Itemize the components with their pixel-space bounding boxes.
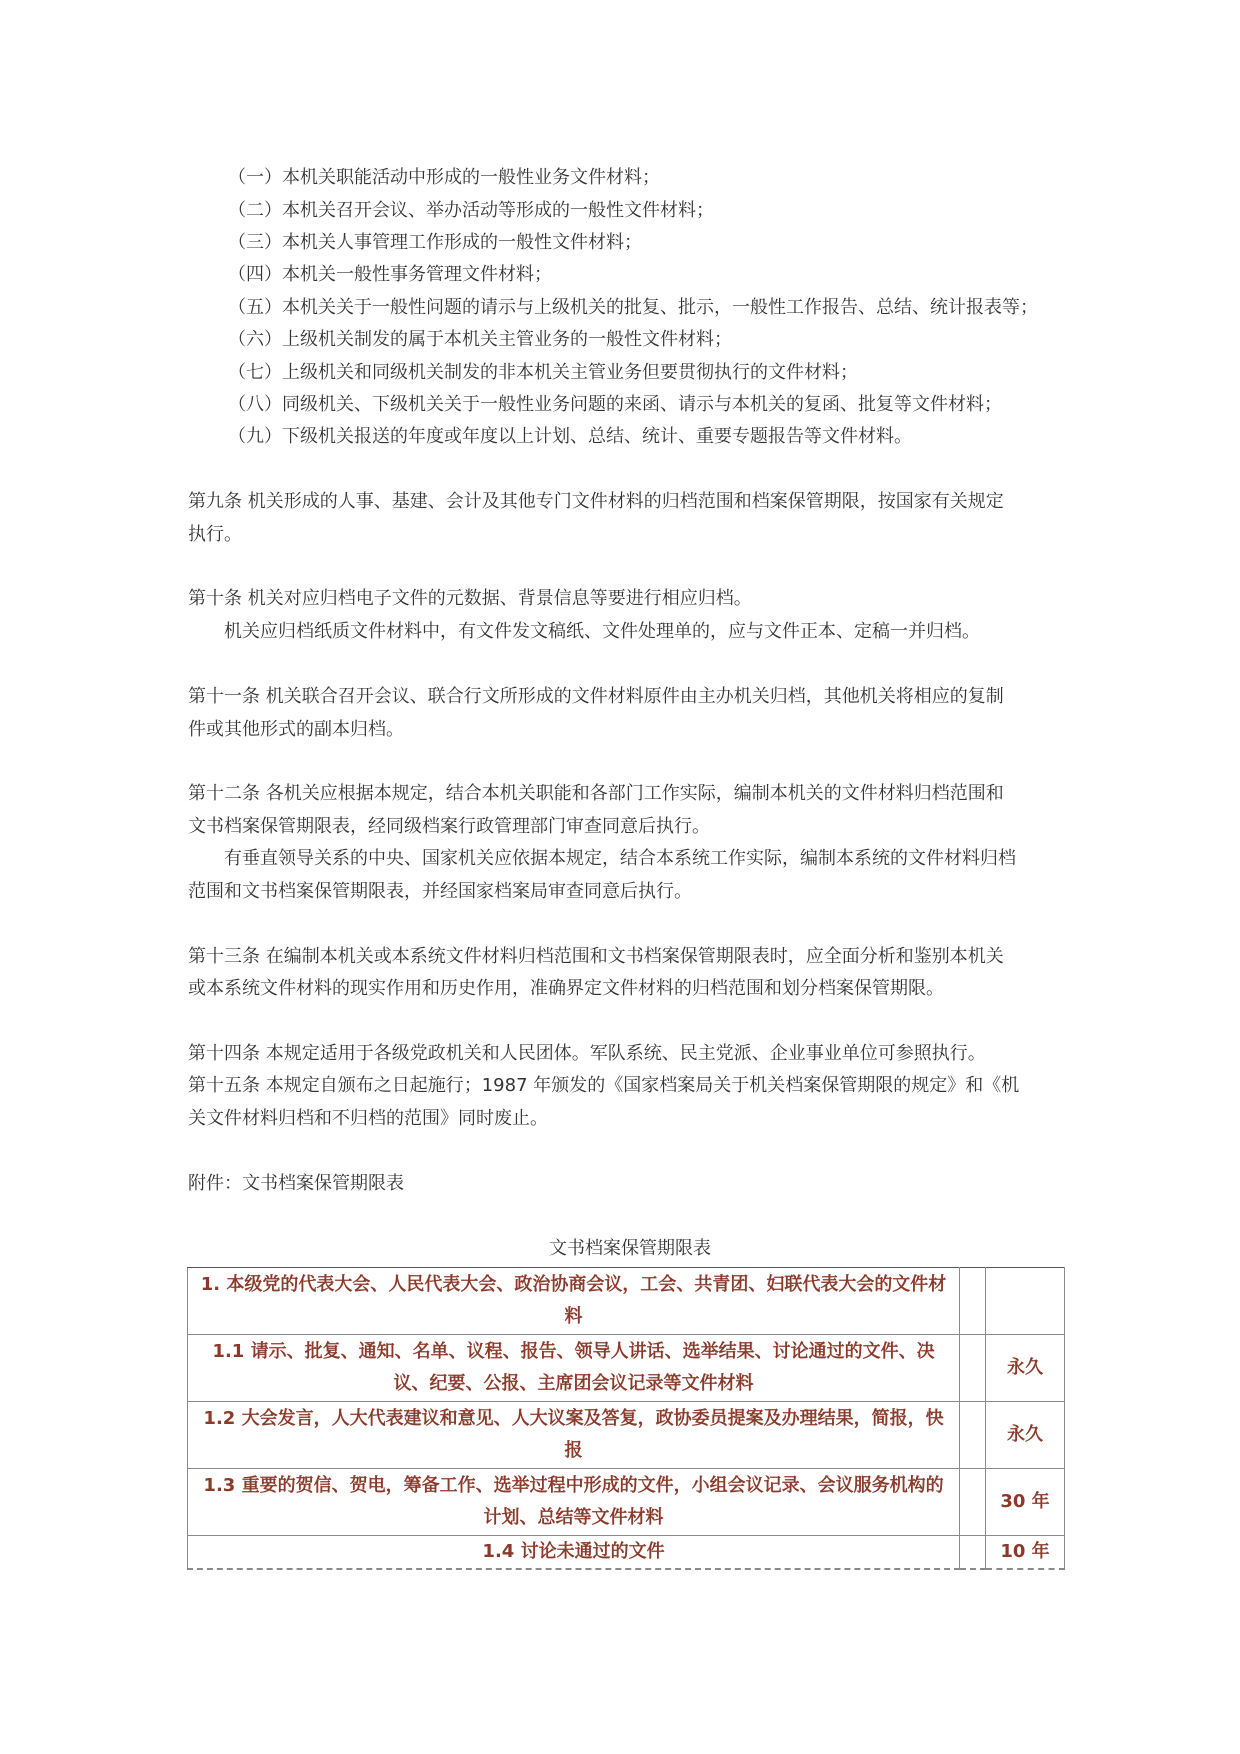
list-item: （五）本机关关于一般性问题的请示与上级机关的批复、批示，一般性工作报告、总结、统计报表等； <box>228 297 1038 318</box>
table-row <box>188 1268 1065 1335</box>
spacer-cell <box>960 1536 986 1570</box>
article-15-line: 关文件材料归档和不归档的范围》同时废止。 <box>188 1108 548 1129</box>
article-11-line: 件或其他形式的副本归档。 <box>188 719 404 740</box>
list-item: （八）同级机关、下级机关关于一般性业务问题的来函、请示与本机关的复函、批复等文件材料； <box>228 394 1002 415</box>
term-cell: 永久 <box>986 1335 1065 1402</box>
spacer-cell <box>960 1469 986 1536</box>
article-13-line: 或本系统文件材料的现实作用和历史作用，准确界定文件材料的归档范围和划分档案保管期限。 <box>188 978 944 999</box>
article-14-line: 第十四条 本规定适用于各级党政机关和人民团体。军队系统、民主党派、企业事业单位可参照执行。 <box>188 1043 986 1064</box>
retention-table <box>187 1267 1065 1570</box>
list-item: （二）本机关召开会议、举办活动等形成的一般性文件材料； <box>228 200 714 221</box>
category-cell: 1.4 讨论未通过的文件 <box>188 1536 960 1570</box>
article-10-line: 第十条 机关对应归档电子文件的元数据、背景信息等要进行相应归档。 <box>188 588 752 609</box>
term-cell: 永久 <box>986 1402 1065 1469</box>
term-cell: 30 年 <box>986 1469 1065 1536</box>
article-12-line: 范围和文书档案保管期限表，并经国家档案局审查同意后执行。 <box>188 881 692 902</box>
list-item: （九）下级机关报送的年度或年度以上计划、总结、统计、重要专题报告等文件材料。 <box>228 426 912 447</box>
article-12-line: 文书档案保管期限表，经同级档案行政管理部门审查同意后执行。 <box>188 816 710 837</box>
article-9-line: 第九条 机关形成的人事、基建、会计及其他专门文件材料的归档范围和档案保管期限，按国家有关规定 <box>188 491 1004 512</box>
term-cell: 10 年 <box>986 1536 1065 1570</box>
article-13-line: 第十三条 在编制本机关或本系统文件材料归档范围和文书档案保管期限表时，应全面分析和鉴别本机关 <box>188 946 1004 967</box>
list-item: （六）上级机关制发的属于本机关主管业务的一般性文件材料； <box>228 329 732 350</box>
term-cell <box>986 1268 1065 1335</box>
attachment-label: 附件：文书档案保管期限表 <box>188 1173 404 1194</box>
category-cell: 1.2 大会发言，人大代表建议和意见、人大议案及答复，政协委员提案及办理结果，简报，快 报 <box>188 1402 960 1469</box>
article-12-line: 第十二条 各机关应根据本规定，结合本机关职能和各部门工作实际，编制本机关的文件材料归档范围和 <box>188 783 1004 804</box>
list-item: （四）本机关一般性事务管理文件材料； <box>228 264 552 285</box>
spacer-cell <box>960 1268 986 1335</box>
list-item: （一）本机关职能活动中形成的一般性业务文件材料； <box>228 167 660 188</box>
spacer-cell <box>960 1335 986 1402</box>
table-row <box>188 1402 1065 1469</box>
article-11-line: 第十一条 机关联合召开会议、联合行文所形成的文件材料原件由主办机关归档，其他机关将相应的复制 <box>188 686 1004 707</box>
spacer-cell <box>960 1402 986 1469</box>
list-item: （七）上级机关和同级机关制发的非本机关主管业务但要贯彻执行的文件材料； <box>228 362 858 383</box>
table-row <box>188 1536 1065 1570</box>
category-cell: 1. 本级党的代表大会、人民代表大会、政治协商会议，工会、共青团、妇联代表大会的文件材 料 <box>188 1268 960 1335</box>
table-row <box>188 1469 1065 1536</box>
list-item: （三）本机关人事管理工作形成的一般性文件材料； <box>228 232 642 253</box>
article-9-line: 执行。 <box>188 524 242 545</box>
article-15-line: 第十五条 本规定自颁布之日起施行；1987 年颁发的《国家档案局关于机关档案保管期限的规定》和《机 <box>188 1075 1020 1096</box>
table-title: 文书档案保管期限表 <box>549 1238 711 1259</box>
category-cell: 1.1 请示、批复、通知、名单、议程、报告、领导人讲话、选举结果、讨论通过的文件、决 议、纪要、公报、主席团会议记录等文件材料 <box>188 1335 960 1402</box>
article-10-line: 机关应归档纸质文件材料中，有文件发文稿纸、文件处理单的，应与文件正本、定稿一并归档。 <box>224 621 980 642</box>
table-row <box>188 1335 1065 1402</box>
category-cell: 1.3 重要的贺信、贺电，筹备工作、选举过程中形成的文件，小组会议记录、会议服务机构的 计划、总结等文件材料 <box>188 1469 960 1536</box>
article-12-line: 有垂直领导关系的中央、国家机关应依据本规定，结合本系统工作实际，编制本系统的文件材料归档 <box>224 848 1016 869</box>
